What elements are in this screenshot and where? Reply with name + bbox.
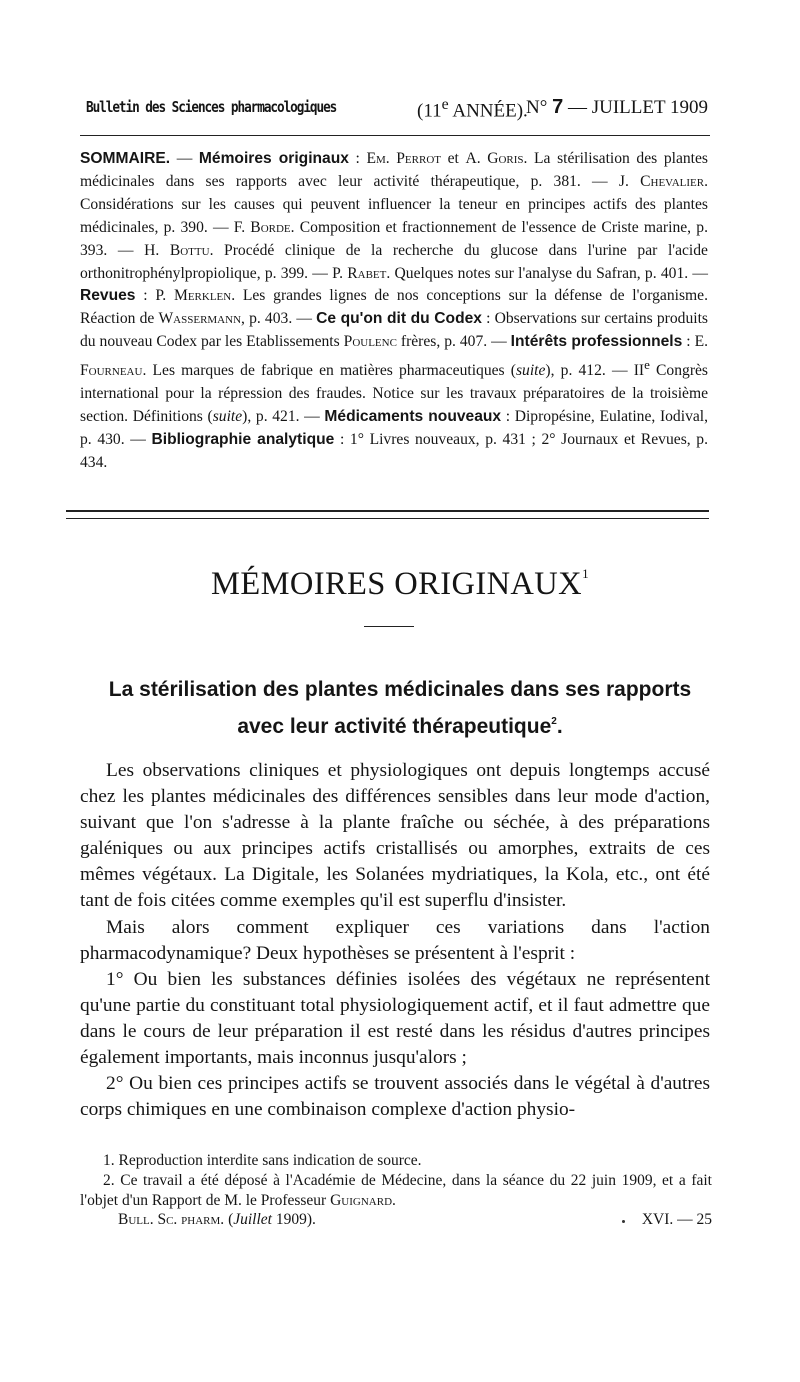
article-body bbox=[80, 758, 710, 1123]
separator-rule-thin bbox=[66, 518, 709, 519]
paragraph: 1° Ou bien les substances définies isolées des végétaux ne représentent qu'une partie du constituant total physiologiquement actif, et il faut admettre que dans le cours de leur préparation il est resté dans les résidus d'autres principes également importants, mais inconnus jusqu'alors ; bbox=[80, 968, 710, 1069]
footnotes bbox=[80, 1151, 712, 1211]
paragraph: 2° Ou bien ces principes actifs se trouvent associés dans le végétal à d'autres corps chimiques en une combinaison complexe d'action physio- bbox=[80, 1073, 710, 1121]
issue-number: N° 7 — JUILLET 1909 bbox=[526, 96, 708, 118]
separator-rule-thick bbox=[66, 510, 709, 512]
print-speck bbox=[622, 1220, 625, 1223]
paragraph: Les observations cliniques et physiologiques ont depuis longtemps accusé chez les plantes médicinales des différences sensibles dans leur mode d'action, suivant que l'on s'adresse à la plante fraîche ou séchée, à des préparations galéniques ou aux principes actifs cristallisés ou amorphes, extraits de ces mêmes végétaux. La Digitale, les Solanées mydriatiques, la Kola, etc., ont été tant de fois citées comme exemples qu'il est superflu d'insister. bbox=[80, 760, 710, 912]
article-title: La stérilisation des plantes médicinales dans ses rapports avec leur activité thérapeutique$^2$. bbox=[108, 678, 692, 738]
page-footer bbox=[103, 1211, 712, 1233]
footnote-1: 1. Reproduction interdite sans indication de source. bbox=[103, 1152, 422, 1169]
table-of-contents: SOMMAIRE. — Mémoires originaux : Em. Perrot et A. Goris. La stérilisation des plantes médicinales dans ses rapports avec leur activité thérapeutique, p. 381. — J. Chevalier. Considérations sur les causes qui peuvent influencer la teneur en principes actifs des plantes médicinales, p. 390. — F. Borde. Composition et fractionnement de l'essence de Criste marine, p. 393. — H. Bottu. Procédé clinique de la recherche du glucose dans l'urine par l'acide orthonitrophénylpropiolique, p. 399. — P. Rabet. Quelques notes sur l'analyse du Safran, p. 401. — Revues : P. Merklen. Les grandes lignes de nos conceptions sur la défense de l'organisme. Réaction de Wassermann, p. 403. — Ce qu'on dit du Codex : Observations sur certains produits du nouveau Codex par les Etablissements Poulenc frères, p. 407. — Intérêts professionnels : E. Fourneau. Les marques de fabrique en matières pharmaceutiques (suite), p. 412. — IIe Congrès international pour la répression des fraudes. Notice sur les travaux préparatoires de la troisième section. Définitions (suite), p. 421. — Médicaments nouveaux : Dipropésine, Eulatine, Iodival, p. 430. — Bibliographie analytique : 1° Livres nouveaux, p. 431 ; 2° Journaux et Revues, p. 434. bbox=[80, 150, 709, 471]
signature-mark: XVI. — 25 bbox=[641, 1211, 712, 1228]
section-heading: MÉMOIRES ORIGINAUX$^1$ bbox=[211, 566, 589, 602]
footnote-ref: 2 bbox=[551, 716, 557, 727]
header-rule bbox=[80, 135, 710, 136]
journal-year: (11e ANNÉE). bbox=[417, 96, 528, 122]
footer-citation: Bull. Sc. pharm. (Juillet 1909). bbox=[118, 1211, 316, 1228]
running-header bbox=[86, 96, 708, 126]
footnote-2: 2. Ce travail a été déposé à l'Académie de Médecine, dans la séance du 22 juin 1909, et a fait l'objet d'un Rapport de M. le Professeur Guignard. bbox=[80, 1172, 712, 1209]
journal-title: Bulletin des Sciences pharmacologiques bbox=[86, 98, 337, 116]
paragraph: Mais alors comment expliquer ces variations dans l'action pharmacodynamique? Deux hypothèses se présentent à l'esprit : bbox=[80, 916, 710, 964]
heading-divider bbox=[364, 626, 414, 627]
footnote-ref: 1 bbox=[582, 566, 589, 581]
